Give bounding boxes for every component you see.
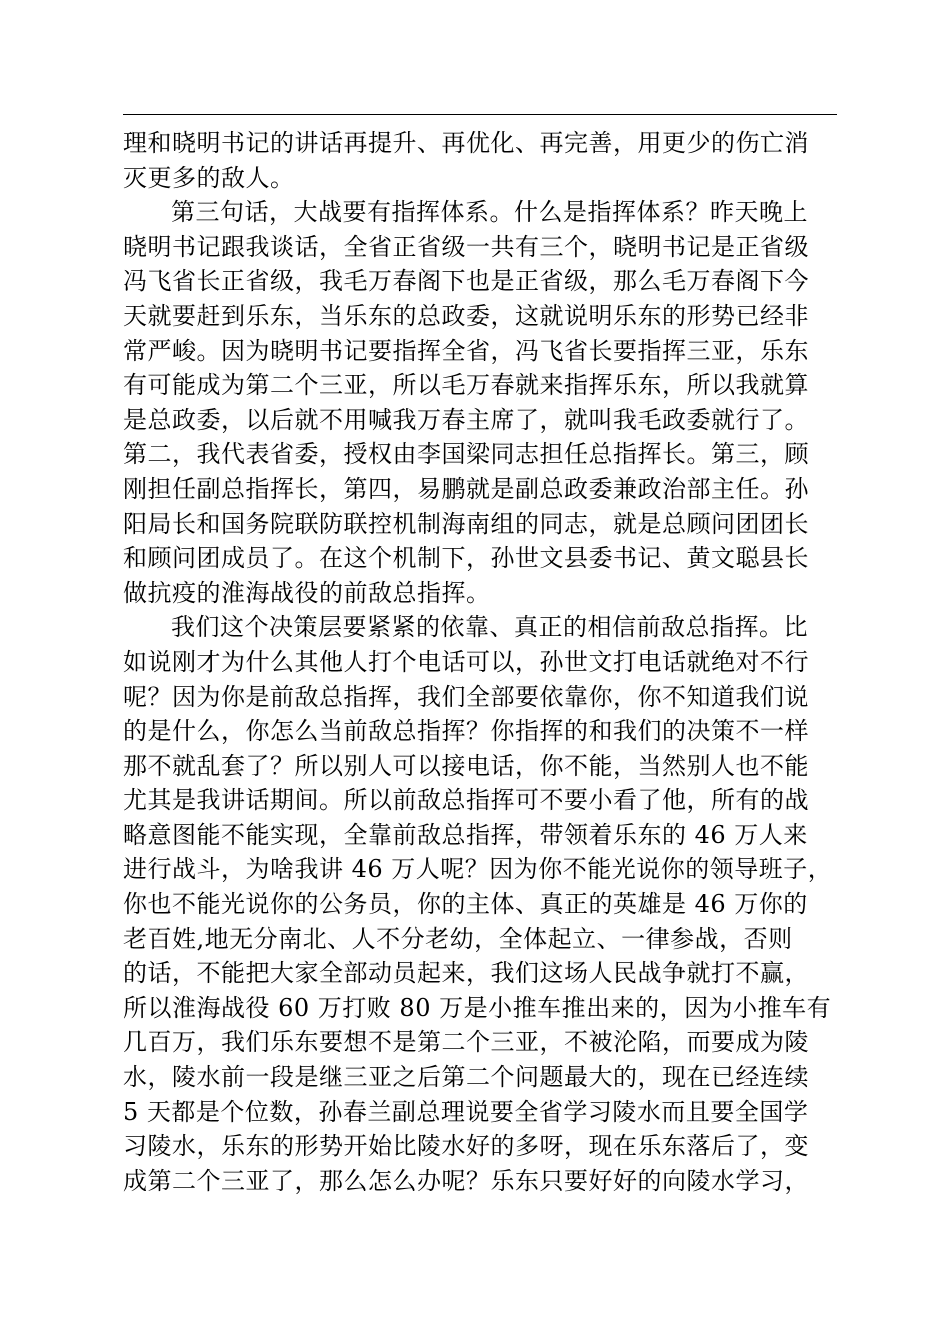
- text-line: 晓明书记跟我谈话，全省正省级一共有三个，晓明书记是正省级: [123, 232, 809, 261]
- text-line: 做抗疫的淮海战役的前敌总指挥。: [123, 578, 491, 607]
- text-line: 老百姓,地无分南北、人不分老幼，全体起立、一律参战，否则: [123, 924, 793, 953]
- text-line: 5 天都是个位数，孙春兰副总理说要全省学习陵水而且要全国学: [123, 1097, 809, 1126]
- text-line: 那不就乱套了？所以别人可以接电话，你不能，当然别人也不能: [123, 751, 809, 780]
- text-line: 和顾问团成员了。在这个机制下，孙世文县委书记、黄文聪县长: [123, 544, 809, 573]
- text-line: 几百万，我们乐东要想不是第二个三亚，不被沦陷，而要成为陵: [123, 1028, 809, 1057]
- text-line: 理和晓明书记的讲话再提升、再优化、再完善，用更少的伤亡消: [123, 129, 809, 157]
- text-line: 常严峻。因为晓明书记要指挥全省，冯飞省长要指挥三亚，乐东: [123, 336, 809, 365]
- text-line: 所以淮海战役 60 万打败 80 万是小推车推出来的，因为小推车有: [123, 993, 832, 1022]
- text-line: 略意图能不能实现，全靠前敌总指挥，带领着乐东的 46 万人来: [123, 820, 808, 849]
- text-line: 天就要赶到乐东，当乐东的总政委，这就说明乐东的形势已经非: [123, 301, 809, 330]
- text-line: 的是什么，你怎么当前敌总指挥？你指挥的和我们的决策不一样: [123, 717, 809, 746]
- text-line: 水，陵水前一段是继三亚之后第二个问题最大的，现在已经连续: [123, 1063, 809, 1092]
- text-line: 第二，我代表省委，授权由李国梁同志担任总指挥长。第三，顾: [123, 440, 809, 469]
- text-line: 习陵水，乐东的形势开始比陵水好的多呀，现在乐东落后了，变: [123, 1132, 809, 1161]
- body-text: [123, 126, 863, 1198]
- text-line: 刚担任副总指挥长，第四，易鹏就是副总政委兼政治部主任。孙: [123, 474, 809, 503]
- text-line: 成第二个三亚了，那么怎么办呢？乐东只要好好的向陵水学习，: [123, 1166, 809, 1195]
- text-line: 进行战斗，为啥我讲 46 万人呢？因为你不能光说你的领导班子，: [123, 855, 833, 884]
- text-line: 呢？因为你是前敌总指挥，我们全部要依靠你，你不知道我们说: [123, 682, 809, 711]
- text-line: 灭更多的敌人。: [123, 163, 295, 192]
- text-line: 你也不能光说你的公务员，你的主体、真正的英雄是 46 万你的: [123, 890, 808, 919]
- text-line: 第三句话，大战要有指挥体系。什么是指挥体系？昨天晚上: [171, 198, 808, 227]
- text-line: 的话，不能把大家全部动员起来，我们这场人民战争就打不赢，: [123, 959, 809, 988]
- text-line: 尤其是我讲话期间。所以前敌总指挥可不要小看了他，所有的战: [123, 786, 809, 815]
- text-line: 阳局长和国务院联防联控机制海南组的同志，就是总顾问团团长: [123, 509, 809, 538]
- header-rule: [123, 114, 837, 115]
- text-line: 有可能成为第二个三亚，所以毛万春就来指挥乐东，所以我就算: [123, 371, 809, 400]
- text-line: 冯飞省长正省级，我毛万春阁下也是正省级，那么毛万春阁下今: [123, 267, 809, 296]
- text-line: 我们这个决策层要紧紧的依靠、真正的相信前敌总指挥。比: [171, 613, 808, 642]
- text-line: 是总政委，以后就不用喊我万春主席了，就叫我毛政委就行了。: [123, 405, 809, 434]
- text-line: 如说刚才为什么其他人打个电话可以，孙世文打电话就绝对不行: [123, 647, 809, 676]
